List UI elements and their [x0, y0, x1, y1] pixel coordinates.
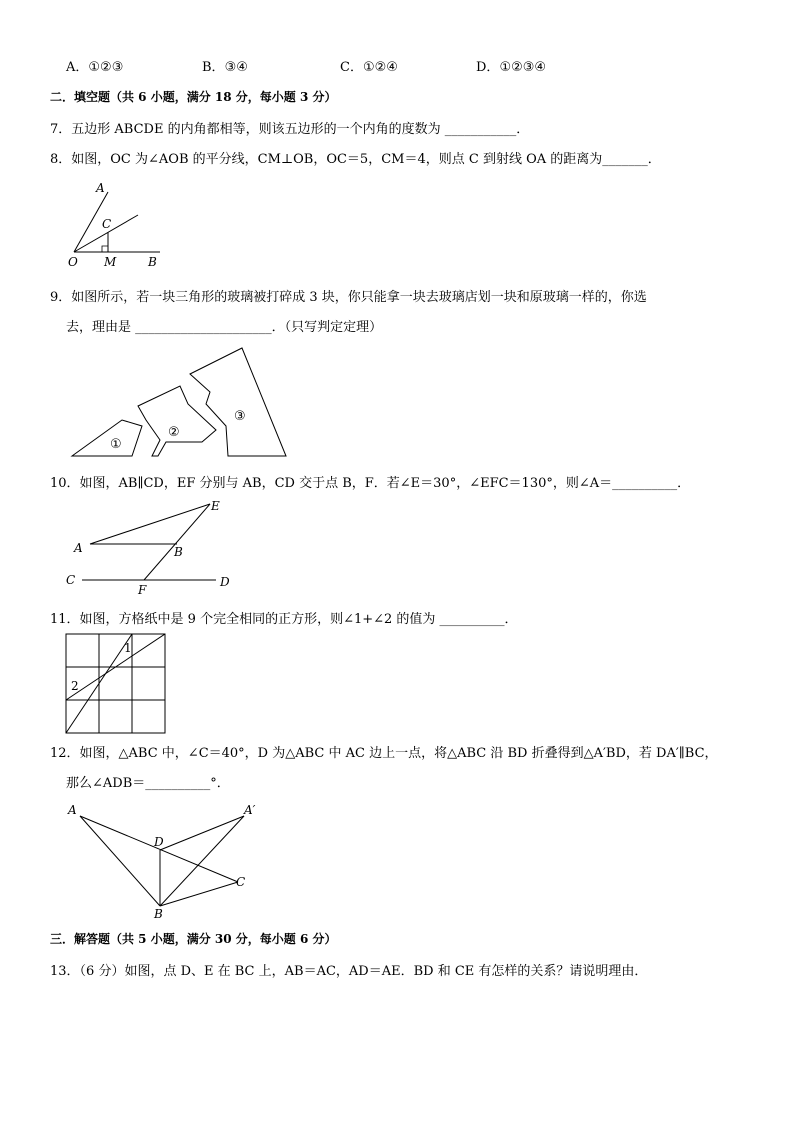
piece-2: [138, 386, 216, 456]
option-b: B．③④: [202, 60, 248, 75]
label-o: O: [68, 255, 78, 268]
segment-ac: [80, 816, 238, 882]
label-piece-3: ③: [234, 409, 246, 424]
figure-10: [60, 496, 240, 598]
question-9-line-1: 9．如图所示，若一块三角形的玻璃被打碎成 3 块，你只能拿一块去玻璃店划一块和原玻璃一样的，你选: [50, 290, 647, 305]
figure-12: [62, 798, 262, 922]
question-7: 7．五边形 ABCDE 的内角都相等，则该五边形的一个内角的度数为 ___________．: [50, 122, 530, 137]
label-piece-2: ②: [168, 425, 180, 440]
figure-8: [60, 178, 170, 268]
option-c-value: ①②④: [362, 60, 398, 75]
label-angle-2: 2: [71, 679, 79, 693]
label-c: C: [102, 217, 112, 231]
label-a-prime: A′: [244, 803, 256, 817]
question-12-line-2: 那么∠ADB＝__________°．: [66, 776, 230, 791]
option-b-value: ③④: [224, 60, 248, 75]
figure-11: [62, 630, 168, 736]
option-d: D．①②③④: [476, 60, 547, 75]
label-e: E: [211, 499, 220, 513]
label-d: D: [220, 575, 230, 589]
label-a: A: [68, 803, 77, 817]
question-9-line-2: 去，理由是 _____________________．（只写判定定理）: [66, 320, 383, 335]
segment-ba2: [160, 816, 244, 906]
option-a-value: ①②③: [88, 60, 124, 75]
label-c: C: [236, 875, 246, 889]
segment-ab: [80, 816, 160, 906]
label-a: A: [96, 181, 105, 195]
label-f: F: [138, 583, 147, 597]
label-c: C: [66, 573, 76, 587]
question-10: 10．如图，AB∥CD，EF 分别与 AB，CD 交于点 B，F．若∠E＝30°，∠EFC＝130°，则∠A＝__________．: [50, 476, 691, 491]
question-12-line-1: 12．如图，△ABC 中，∠C＝40°，D 为△ABC 中 AC 边上一点，将△ABC 沿 BD 折叠得到△A′BD，若 DA′∥BC，: [50, 746, 718, 761]
segment-da2: [160, 816, 244, 850]
label-b: B: [154, 907, 163, 921]
section-2-heading: 二．填空题（共 6 小题，满分 18 分，每小题 3 分）: [50, 90, 337, 104]
label-angle-1: 1: [124, 641, 132, 655]
figure-9: [66, 344, 292, 462]
option-a: A．①②③: [66, 60, 124, 75]
option-d-value: ①②③④: [499, 60, 547, 75]
label-b: B: [174, 545, 183, 559]
label-d: D: [154, 835, 164, 849]
question-8: 8．如图，OC 为∠AOB 的平分线，CM⊥OB，OC＝5，CM＝4，则点 C 到射线 OA 的距离为_______．: [50, 152, 661, 167]
question-11: 11．如图，方格纸中是 9 个完全相同的正方形，则∠1+∠2 的值为 __________．: [50, 612, 518, 627]
grid-3x3: [66, 634, 165, 733]
section-3-heading: 三．解答题（共 5 小题，满分 30 分，每小题 6 分）: [50, 932, 337, 946]
label-piece-1: ①: [110, 437, 122, 452]
right-angle-mark: [102, 246, 108, 252]
label-a: A: [74, 541, 83, 555]
question-13: 13．（6 分）如图，点 D、E 在 BC 上，AB＝AC，AD＝AE．BD 和 CE 有怎样的关系？请说明理由．: [50, 964, 648, 979]
label-m: M: [104, 255, 117, 268]
label-b: B: [148, 255, 157, 268]
piece-1: [72, 420, 142, 456]
option-c: C．①②④: [340, 60, 398, 75]
